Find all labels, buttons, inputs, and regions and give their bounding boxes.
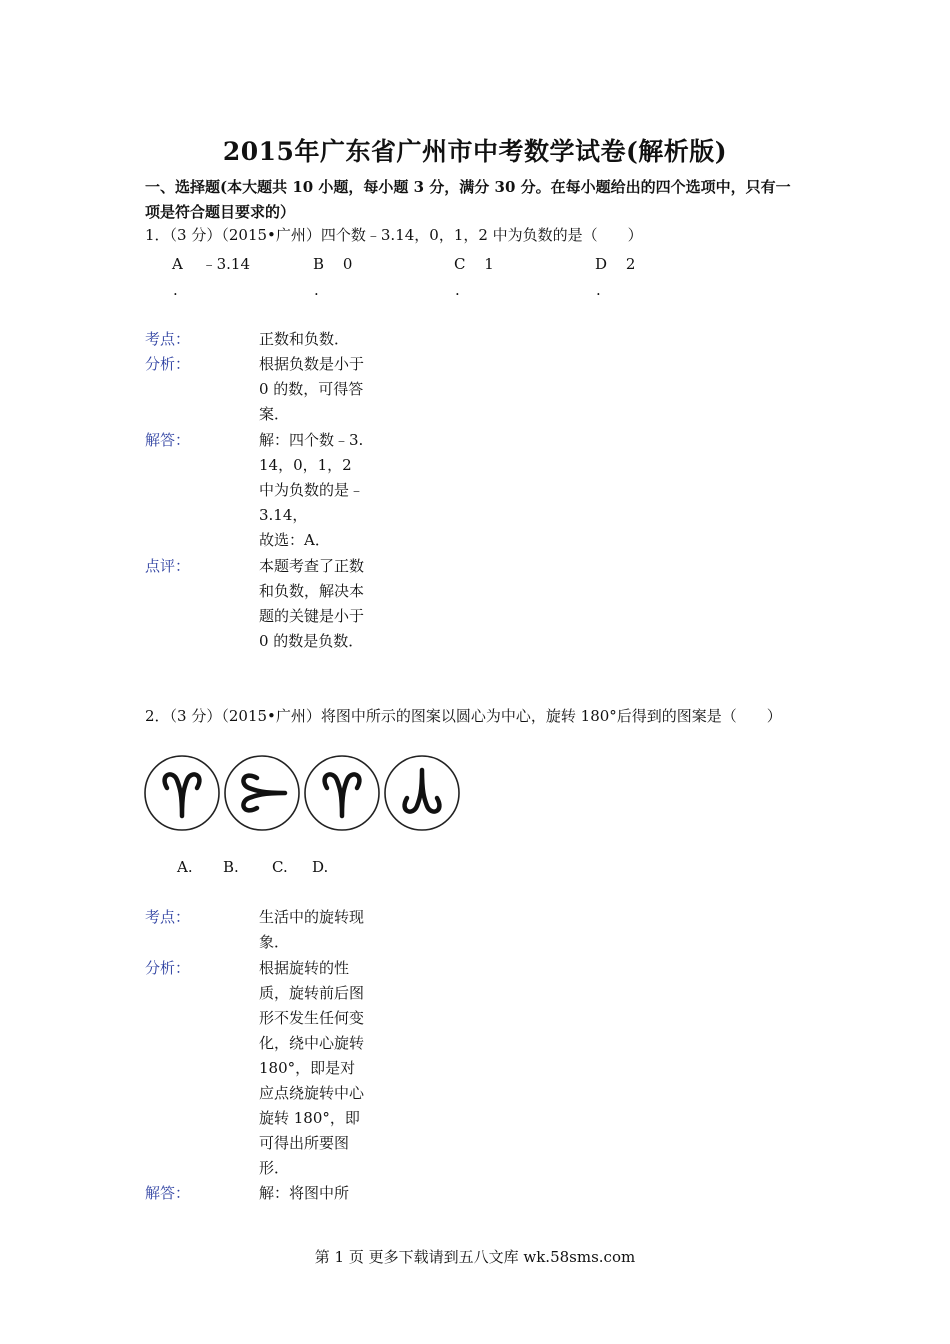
q2-jieda: 解：将图中所 [259, 1184, 350, 1202]
q1-jieda-line-2: 故选：A． [259, 531, 330, 549]
q2-option-b: B. [223, 858, 239, 876]
q2-fenxi: 根据旋转的性质，旋转前后图形不发生任何变化，绕中心旋转 180°，即是对应点绕旋转中心旋转 180°，即可得出所要图形． [259, 959, 365, 1177]
option-dot: . [314, 281, 319, 299]
question-2-stem: 2．（3 分）（2015•广州）将图中所示的图案以圆心为中心，旋转 180°后得到的图案是（ ） [145, 707, 782, 725]
option-dot: . [173, 281, 178, 299]
q2-option-d: D. [312, 858, 329, 876]
q2-fenxi-label: 分析： [145, 959, 191, 977]
question-1-stem: 1．（3 分）（2015•广州）四个数﹣3.14，0，1，2 中为负数的是（ ） [145, 226, 643, 244]
q2-jieda-label: 解答： [145, 1184, 191, 1202]
option-letter: B [313, 255, 325, 273]
aries-upright-icon [303, 754, 381, 832]
option-letter: D [595, 255, 608, 273]
option-dot: . [596, 281, 601, 299]
q1-option-a [172, 254, 250, 274]
q1-fenxi-label: 分析： [145, 355, 191, 373]
q1-kaodian: 正数和负数． [259, 330, 350, 348]
aries-inverted-icon [383, 754, 461, 832]
option-letter: C [454, 255, 466, 273]
q1-jieda-label: 解答： [145, 431, 191, 449]
q1-dianping: 本题考查了正数和负数，解决本题的关键是小于 0 的数是负数． [259, 557, 365, 650]
option-value: ﹣3.14 [201, 255, 251, 273]
page-footer: 第 1 页 更多下载请到五八文库 wk.58sms.com [314, 1248, 636, 1266]
option-dot: . [455, 281, 460, 299]
option-value: 0 [342, 255, 353, 273]
q1-dianping-label: 点评： [145, 557, 191, 575]
option-letter: A [172, 255, 183, 273]
section-heading: 一、选择题(本大题共 10 小题，每小题 3 分，满分 30 分。在每小题给出的四个选项中，只有一项是符合题目要求的） [145, 178, 791, 221]
q1-option-d [595, 254, 635, 274]
page-title: 2015年广东省广州市中考数学试卷(解析版) [222, 137, 728, 166]
q2-kaodian: 生活中的旋转现象． [259, 908, 365, 951]
aries-upright-icon [143, 754, 221, 832]
q1-option-c [454, 254, 494, 274]
q2-kaodian-label: 考点： [145, 908, 191, 926]
q1-fenxi: 根据负数是小于 0 的数，可得答案． [259, 355, 365, 423]
q1-option-b [313, 254, 352, 274]
q1-jieda [259, 428, 367, 553]
q2-option-a: A. [177, 858, 193, 876]
q2-option-c: C. [272, 858, 288, 876]
q1-kaodian-label: 考点： [145, 330, 191, 348]
aries-rotated-left-icon [223, 754, 301, 832]
option-value: 1 [484, 255, 494, 273]
q2-figures [143, 754, 463, 834]
q1-jieda-line-1: 解：四个数﹣3.14，0，1，2 中为负数的是﹣3.14， [259, 431, 365, 524]
option-value: 2 [625, 255, 636, 273]
